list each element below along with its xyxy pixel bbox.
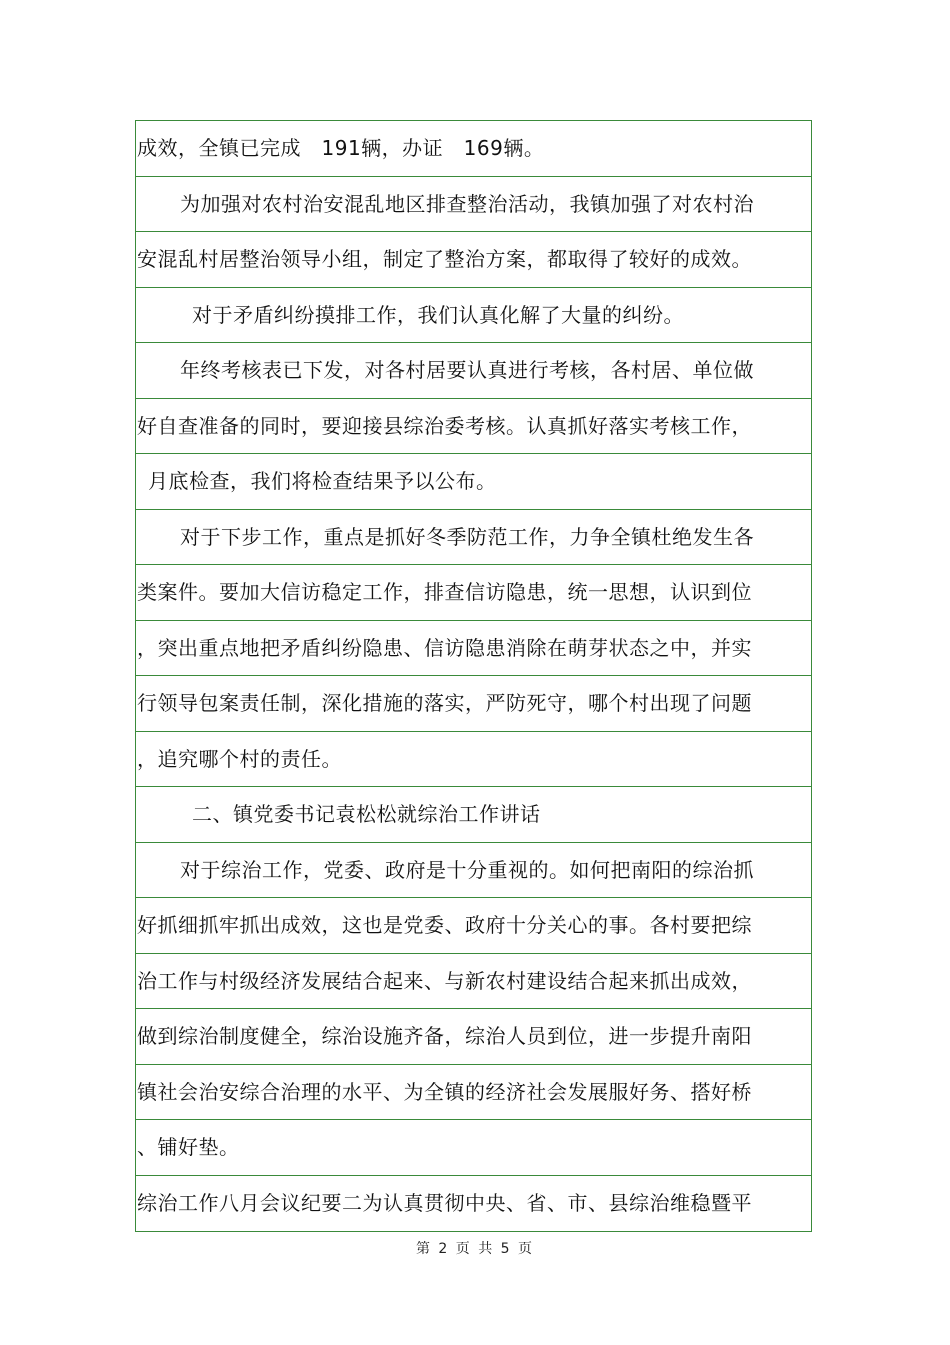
row-text: 治工作与村级经济发展结合起来、与新农村建设结合起来抓出成效， <box>137 968 752 993</box>
text-row <box>136 565 811 621</box>
row-text: 做到综治制度健全，综治设施齐备，综治人员到位，进一步提升南阳 <box>137 1024 752 1049</box>
section-heading: 二、镇党委书记袁松松就综治工作讲话 <box>192 802 541 827</box>
text-row <box>136 288 811 344</box>
text-row <box>136 343 811 399</box>
page-number-footer: 第 2 页 共 5 页 <box>415 1241 535 1257</box>
text-row <box>136 954 811 1010</box>
text-row <box>136 1176 811 1232</box>
text-row <box>136 732 811 788</box>
row-text: 成效，全镇已完成 191辆，办证 169辆。 <box>137 136 545 161</box>
row-text: 类案件。要加大信访稳定工作，排查信访隐患，统一思想，认识到位 <box>137 580 752 605</box>
row-text: 对于综治工作，党委、政府是十分重视的。如何把南阳的综治抓 <box>180 857 754 882</box>
text-row <box>136 1120 811 1176</box>
row-text: 镇社会治安综合治理的水平、为全镇的经济社会发展服好务、搭好桥 <box>137 1079 752 1104</box>
row-text: 行领导包案责任制，深化措施的落实，严防死守，哪个村出现了问题 <box>137 691 752 716</box>
text-row <box>136 898 811 954</box>
text-row <box>136 676 811 732</box>
row-text: 安混乱村居整治领导小组，制定了整治方案，都取得了较好的成效。 <box>137 247 752 272</box>
text-row <box>136 121 811 177</box>
text-row <box>136 1009 811 1065</box>
text-row <box>136 1065 811 1121</box>
text-table <box>135 120 812 1232</box>
text-row <box>136 454 811 510</box>
text-row <box>136 232 811 288</box>
row-text: 年终考核表已下发，对各村居要认真进行考核，各村居、单位做 <box>180 358 754 383</box>
row-text: ，突出重点地把矛盾纠纷隐患、信访隐患消除在萌芽状态之中，并实 <box>137 635 752 660</box>
text-row <box>136 177 811 233</box>
row-text: 、铺好垫。 <box>137 1135 240 1160</box>
row-text: 综治工作八月会议纪要二为认真贯彻中央、省、市、县综治维稳暨平 <box>137 1191 752 1216</box>
text-row <box>136 621 811 677</box>
row-text: 好自查准备的同时，要迎接县综治委考核。认真抓好落实考核工作， <box>137 413 752 438</box>
text-row <box>136 510 811 566</box>
row-text: 为加强对农村治安混乱地区排查整治活动，我镇加强了对农村治 <box>180 191 754 216</box>
row-text: 好抓细抓牢抓出成效，这也是党委、政府十分关心的事。各村要把综 <box>137 913 752 938</box>
row-text: 对于下步工作，重点是抓好冬季防范工作，力争全镇杜绝发生各 <box>180 524 754 549</box>
section-heading-row <box>136 787 811 843</box>
text-row <box>136 843 811 899</box>
row-text: ，追究哪个村的责任。 <box>137 746 342 771</box>
row-text: 月底检查，我们将检查结果予以公布。 <box>148 469 497 494</box>
text-row <box>136 399 811 455</box>
row-text: 对于矛盾纠纷摸排工作，我们认真化解了大量的纠纷。 <box>192 302 684 327</box>
